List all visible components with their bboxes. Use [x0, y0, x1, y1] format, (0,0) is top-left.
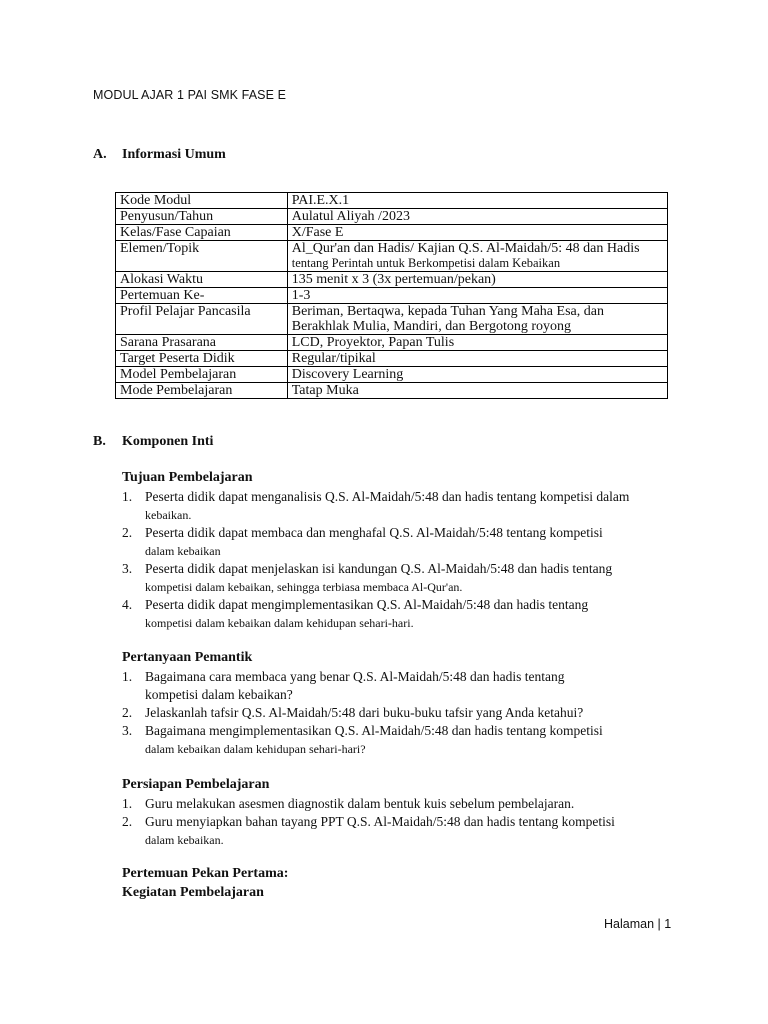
pemantik-list: [122, 668, 675, 758]
table-value: [287, 304, 667, 335]
table-key: Alokasi Waktu: [116, 272, 288, 288]
table-value: Tatap Muka: [287, 383, 667, 399]
list-number: 2.: [122, 814, 133, 829]
table-key: Sarana Prasarana: [116, 335, 288, 351]
table-value: X/Fase E: [287, 225, 667, 241]
table-value: LCD, Proyektor, Papan Tulis: [287, 335, 667, 351]
section-a-letter: A.: [93, 147, 107, 162]
list-item: [122, 560, 675, 596]
table-row: [116, 209, 668, 225]
table-row: [116, 241, 668, 272]
section-b-letter: B.: [93, 434, 106, 449]
table-row: [116, 383, 668, 399]
list-item: [122, 488, 675, 524]
pertemuan-heading: Pertemuan Pekan Pertama:: [122, 866, 289, 881]
section-b-title: Komponen Inti: [122, 434, 214, 449]
list-number: 1.: [122, 669, 133, 684]
table-key: Target Peserta Didik: [116, 351, 288, 367]
table-key: Kode Modul: [116, 193, 288, 209]
list-text: Bagaimana cara membaca yang benar Q.S. Al-Maidah/5:48 dan hadis tentang: [145, 669, 565, 684]
list-text-cont: kebaikan.: [145, 508, 192, 522]
list-text: Jelaskanlah tafsir Q.S. Al-Maidah/5:48 dari buku-buku tafsir yang Anda ketahui?: [145, 705, 584, 720]
info-table: [115, 192, 668, 399]
list-text: Peserta didik dapat membaca dan menghafal Q.S. Al-Maidah/5:48 tentang kompetisi: [145, 525, 603, 540]
table-key: Mode Pembelajaran: [116, 383, 288, 399]
table-value: [287, 241, 667, 272]
table-value: PAI.E.X.1: [287, 193, 667, 209]
kegiatan-heading: Kegiatan Pembelajaran: [122, 885, 264, 900]
list-text-cont: dalam kebaikan: [145, 544, 221, 558]
table-value: Regular/tipikal: [287, 351, 667, 367]
list-text-cont: kompetisi dalam kebaikan?: [145, 687, 293, 702]
table-row: [116, 351, 668, 367]
list-text-cont: kompetisi dalam kebaikan dalam kehidupan sehari-hari.: [145, 616, 414, 630]
page-number: 1: [664, 917, 672, 931]
list-item: [122, 813, 675, 849]
list-text-cont: dalam kebaikan dalam kehidupan sehari-hari?: [145, 742, 366, 756]
list-number: 2.: [122, 705, 133, 720]
list-text: Guru melakukan asesmen diagnostik dalam bentuk kuis sebelum pembelajaran.: [145, 796, 575, 811]
table-row: [116, 335, 668, 351]
list-text: Bagaimana mengimplementasikan Q.S. Al-Maidah/5:48 dan hadis tentang kompetisi: [145, 723, 603, 738]
list-number: 3.: [122, 561, 133, 576]
list-text-cont: kompetisi dalam kebaikan, sehingga terbiasa membaca Al-Qur'an.: [145, 580, 463, 594]
tujuan-heading: Tujuan Pembelajaran: [122, 470, 253, 485]
list-number: 1.: [122, 796, 133, 811]
table-row: [116, 367, 668, 383]
tujuan-list: [122, 488, 675, 632]
table-row: [116, 304, 668, 335]
table-value-line: Beriman, Bertaqwa, kepada Tuhan Yang Maha Esa, dan: [291, 304, 604, 319]
table-row: [116, 225, 668, 241]
list-item: [122, 524, 675, 560]
table-value: 1-3: [287, 288, 667, 304]
table-key: Model Pembelajaran: [116, 367, 288, 383]
table-key: Profil Pelajar Pancasila: [116, 304, 288, 335]
table-key: Kelas/Fase Capaian: [116, 225, 288, 241]
persiapan-list: [122, 795, 675, 849]
document-header: MODUL AJAR 1 PAI SMK FASE E: [93, 88, 287, 102]
list-item: [122, 668, 675, 704]
table-key: Pertemuan Ke-: [116, 288, 288, 304]
table-value: Discovery Learning: [287, 367, 667, 383]
list-text: Peserta didik dapat menganalisis Q.S. Al-Maidah/5:48 dan hadis tentang kompetisi dalam: [145, 489, 630, 504]
footer-label: Halaman: [604, 917, 655, 931]
list-text: Guru menyiapkan bahan tayang PPT Q.S. Al-Maidah/5:48 dan hadis tentang kompetisi: [145, 814, 615, 829]
list-number: 3.: [122, 723, 133, 738]
pemantik-heading: Pertanyaan Pemantik: [122, 650, 253, 665]
table-key: Penyusun/Tahun: [116, 209, 288, 225]
table-row: [116, 272, 668, 288]
list-number: 2.: [122, 525, 133, 540]
table-row: [116, 193, 668, 209]
table-value: 135 menit x 3 (3x pertemuan/pekan): [287, 272, 667, 288]
table-row: [116, 288, 668, 304]
table-key: Elemen/Topik: [116, 241, 288, 272]
list-number: 4.: [122, 597, 133, 612]
list-item: [122, 704, 675, 722]
list-text: Peserta didik dapat menjelaskan isi kandungan Q.S. Al-Maidah/5:48 dan hadis tentang: [145, 561, 613, 576]
list-text-cont: dalam kebaikan.: [145, 833, 224, 847]
table-value-line: Berakhlak Mulia, Mandiri, dan Bergotong royong: [291, 319, 572, 334]
table-value-line: Al_Qur'an dan Hadis/ Kajian Q.S. Al-Maidah/5: 48 dan Hadis: [291, 241, 640, 256]
persiapan-heading: Persiapan Pembelajaran: [122, 777, 270, 792]
list-item: [122, 722, 675, 758]
section-a-title: Informasi Umum: [122, 147, 226, 162]
table-value-line: tentang Perintah untuk Berkompetisi dalam Kebaikan: [291, 256, 561, 270]
footer-separator: |: [657, 917, 661, 931]
page-footer: [604, 917, 671, 931]
list-number: 1.: [122, 489, 133, 504]
table-value: Aulatul Aliyah /2023: [287, 209, 667, 225]
list-item: [122, 795, 675, 813]
list-item: [122, 596, 675, 632]
list-text: Peserta didik dapat mengimplementasikan Q.S. Al-Maidah/5:48 dan hadis tentang: [145, 597, 589, 612]
